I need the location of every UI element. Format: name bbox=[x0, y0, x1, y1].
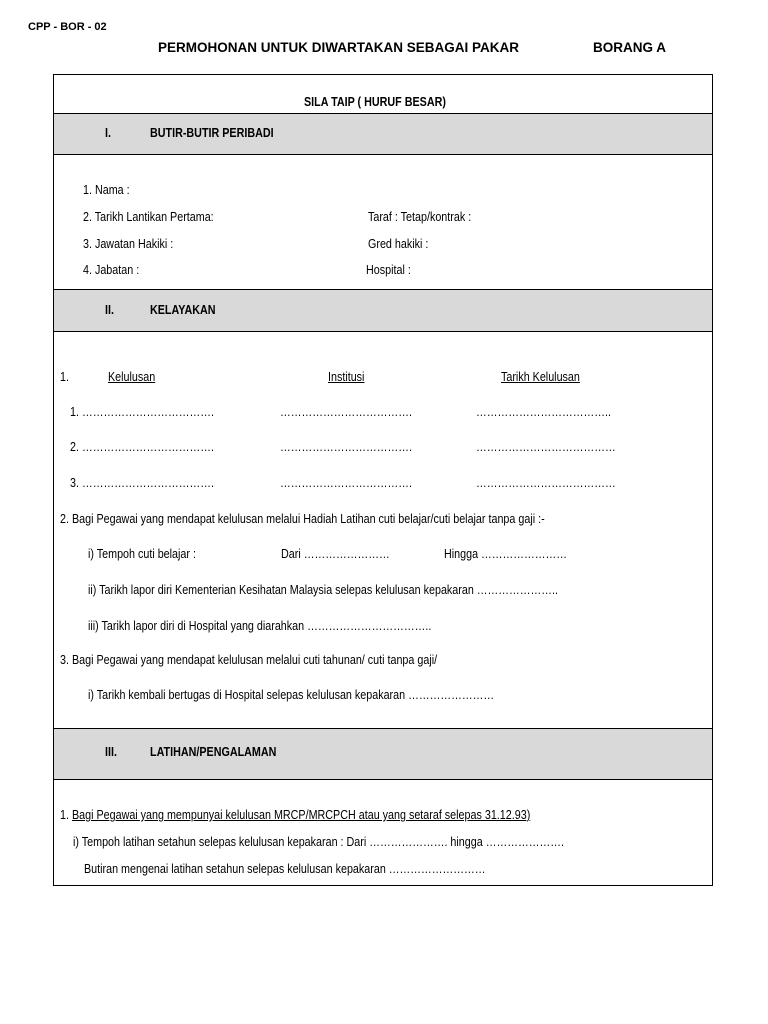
form-code: CPP - BOR - 02 bbox=[28, 21, 107, 33]
section3-title: LATIHAN/PENGALAMAN bbox=[150, 745, 277, 759]
item2-ii-text[interactable]: ii) Tarikh lapor diri Kementerian Kesihatan Malaysia selepas kelulusan kepakaran ………………….. bbox=[88, 583, 559, 597]
section1-number: I. bbox=[105, 126, 111, 140]
item2-i-dari[interactable]: Dari …………………… bbox=[281, 547, 390, 561]
col-tarikh-kelulusan: Tarikh Kelulusan bbox=[501, 370, 580, 384]
section1-header bbox=[54, 113, 712, 155]
item2-i-hingga[interactable]: Hingga …………………… bbox=[444, 547, 568, 561]
section2-header bbox=[54, 289, 712, 332]
item2-i-text: i) Tempoh cuti belajar : bbox=[88, 547, 196, 561]
field-gred[interactable]: Gred hakiki : bbox=[368, 237, 429, 251]
col-institusi: Institusi bbox=[328, 370, 365, 384]
section3-item1-prefix: 1. bbox=[60, 808, 72, 822]
row1-tarikh[interactable]: ……………………………….. bbox=[476, 405, 611, 419]
row1-institusi[interactable]: ………………………………. bbox=[280, 405, 412, 419]
section3-item1 bbox=[60, 808, 530, 822]
section3-item1-text: Bagi Pegawai yang mempunyai kelulusan MRCP/MRCPCH atau yang setaraf selepas 31.12.93) bbox=[71, 808, 531, 822]
field-taraf[interactable]: Taraf : Tetap/kontrak : bbox=[368, 210, 472, 224]
field-hospital[interactable]: Hospital : bbox=[366, 263, 411, 277]
section2-title: KELAYAKAN bbox=[150, 303, 216, 317]
section3-item1-i[interactable]: i) Tempoh latihan setahun selepas kelulusan kepakaran : Dari …………………. hingga …………………. bbox=[73, 835, 564, 849]
row2-institusi[interactable]: ………………………………. bbox=[280, 440, 412, 454]
page-title: PERMOHONAN UNTUK DIWARTAKAN SEBAGAI PAKAR bbox=[158, 40, 519, 55]
row2-tarikh[interactable]: ………………………………… bbox=[476, 440, 616, 454]
row3-kelulusan[interactable]: 3. ………………………………. bbox=[70, 476, 214, 490]
field-tarikh-lantikan[interactable]: 2. Tarikh Lantikan Pertama: bbox=[83, 210, 214, 224]
field-jabatan[interactable]: 4. Jabatan : bbox=[83, 263, 140, 277]
section3-item1-detail[interactable]: Butiran mengenai latihan setahun selepas kelulusan kepakaran ……………………… bbox=[84, 862, 486, 876]
row2-kelulusan[interactable]: 2. ………………………………. bbox=[70, 440, 214, 454]
item3-text: 3. Bagi Pegawai yang mendapat kelulusan melalui cuti tahunan/ cuti tanpa gaji/ bbox=[60, 653, 438, 667]
field-jawatan[interactable]: 3. Jawatan Hakiki : bbox=[83, 237, 174, 251]
section3-header bbox=[54, 728, 712, 780]
instruction: SILA TAIP ( HURUF BESAR) bbox=[304, 95, 446, 109]
item1-number: 1. bbox=[60, 370, 69, 384]
section2-number: II. bbox=[105, 303, 114, 317]
row1-kelulusan[interactable]: 1. ………………………………. bbox=[70, 405, 214, 419]
form-frame bbox=[53, 74, 713, 886]
item2-text: 2. Bagi Pegawai yang mendapat kelulusan melalui Hadiah Latihan cuti belajar/cuti belajar tanpa gaji :- bbox=[60, 512, 545, 526]
col-kelulusan: Kelulusan bbox=[108, 370, 156, 384]
item2-iii-text[interactable]: iii) Tarikh lapor diri di Hospital yang diarahkan …………………………….. bbox=[88, 619, 432, 633]
form-label: BORANG A bbox=[593, 40, 666, 55]
item3-i-text[interactable]: i) Tarikh kembali bertugas di Hospital selepas kelulusan kepakaran …………………… bbox=[88, 688, 495, 702]
row3-tarikh[interactable]: ………………………………… bbox=[476, 476, 616, 490]
section3-number: III. bbox=[105, 745, 117, 759]
section1-title: BUTIR-BUTIR PERIBADI bbox=[150, 126, 274, 140]
field-nama[interactable]: 1. Nama : bbox=[83, 183, 130, 197]
row3-institusi[interactable]: ………………………………. bbox=[280, 476, 412, 490]
